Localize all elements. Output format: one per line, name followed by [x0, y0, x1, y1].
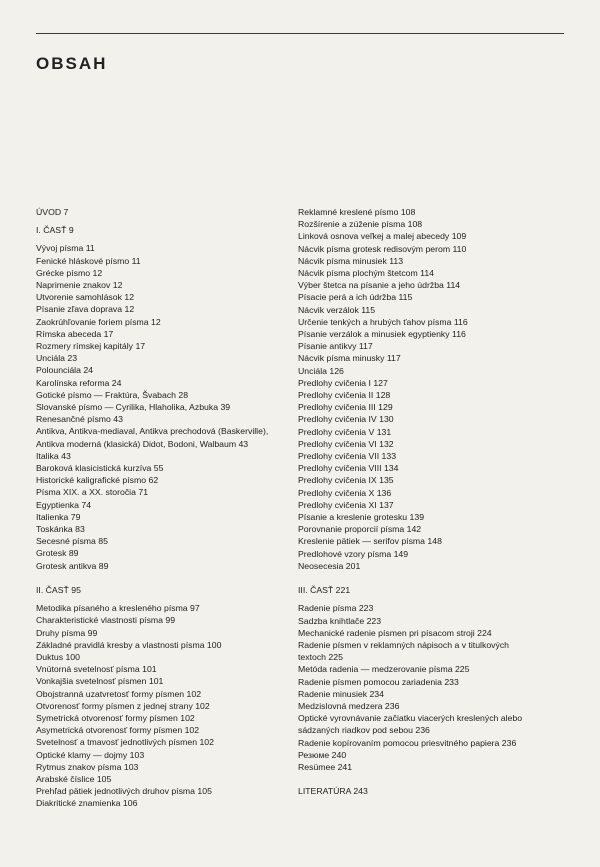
toc-entry: Mechanické radenie písmen pri písacom stroji 224: [298, 627, 492, 638]
toc-entry-antikva-1: Antikva, Antikva-mediaval, Antikva prechodová (Baskerville),: [36, 426, 269, 437]
toc-entry: Písanie antikvy 117: [298, 341, 373, 352]
part2-list: [36, 602, 298, 809]
toc-entry: Asymetrická otvorenosť formy písmen 102: [36, 725, 200, 736]
toc-entry: Písacie perá a ich údržba 115: [298, 292, 413, 303]
toc-entry: Písanie a kreslenie grotesku 139: [298, 512, 425, 523]
toc-entry: Nácvik písma plochým štetcom 114: [298, 268, 434, 279]
toc-entry: Symetrická otvorenosť formy písmen 102: [36, 712, 195, 723]
toc-entry: Historické kaligrafické písmo 62: [36, 475, 159, 486]
toc-entry: Druhy písma 99: [36, 627, 98, 638]
toc-entry: Metóda radenia — medzerovanie písma 225: [298, 664, 470, 675]
toc-entry: Italika 43: [36, 450, 71, 461]
toc-entry: Grotesk 89: [36, 548, 79, 559]
header-rule: [36, 33, 564, 34]
toc-entry: Predlohy cvičenia III 129: [298, 402, 393, 413]
toc-entry: Fenické hláskové písmo 11: [36, 255, 141, 266]
toc-entry: Unciála 126: [298, 365, 344, 376]
toc-entry: Vonkajšia svetelnosť písmen 101: [36, 676, 164, 687]
part1-rest-list: [36, 450, 298, 572]
toc-entry: Karolínska reforma 24: [36, 377, 122, 388]
toc-entry: Predlohy cvičenia XI 137: [298, 499, 394, 510]
toc-entry: Predlohy cvičenia VI 132: [298, 438, 394, 449]
toc-entry: Svetelnosť a tmavosť jednotlivých písmen 102: [36, 737, 214, 748]
toc-entry: Neosecesia 201: [298, 560, 361, 571]
toc-entry: Predlohy cvičenia V 131: [298, 426, 392, 437]
toc-entry: Radenie písmen pomocou zariadenia 233: [298, 676, 459, 687]
part3-list-c: [298, 737, 568, 774]
toc-entry: Rímska abeceda 17: [36, 328, 114, 339]
toc-entry: Egyptienka 74: [36, 499, 92, 510]
toc-right-column: [298, 206, 568, 797]
toc-entry: Grotesk antikva 89: [36, 560, 109, 571]
toc-entry: Arabské číslice 105: [36, 773, 112, 784]
part2-continued-list: [298, 206, 568, 572]
toc-entry: Renesančné písmo 43: [36, 414, 123, 425]
toc-entry: Radenie písma 223: [298, 603, 374, 614]
toc-entry: Reklamné kreslené písmo 108: [298, 207, 416, 217]
toc-entry: Písanie zľava doprava 12: [36, 304, 135, 315]
toc-entry-radenie-1: Radenie písmen v reklamných nápisoch a v titulkových: [298, 639, 510, 650]
toc-entry: Základné pravidlá kresby a vlastnosti písma 100: [36, 639, 222, 650]
toc-entry: Naprimenie znakov 12: [36, 280, 123, 291]
toc-entry: Určenie tenkých a hrubých ťahov písma 116: [298, 316, 468, 327]
toc-entry: Polounciála 24: [36, 365, 93, 376]
toc-entry: Nácvik písma minusiek 113: [298, 255, 404, 266]
toc-entry: Baroková klasicistická kurzíva 55: [36, 463, 164, 474]
toc-entry: Kreslenie pätiek — serifov písma 148: [298, 536, 442, 547]
page-title: OBSAH: [36, 54, 108, 73]
toc-entry: Radenie kopírovaním pomocou priesvitného papiera 236: [298, 737, 517, 748]
toc-entry: Medzislovná medzera 236: [298, 700, 400, 711]
toc-entry: Predlohy cvičenia II 128: [298, 390, 391, 401]
toc-entry: Secesné písma 85: [36, 536, 108, 547]
toc-entry: Резюме 240: [298, 749, 347, 760]
toc-entry: Predlohy cvičenia X 136: [298, 487, 392, 498]
toc-entry: Predlohy cvičenia VIII 134: [298, 463, 399, 474]
toc-entry: Predlohové vzory písma 149: [298, 548, 409, 559]
part2-heading: II. ČASŤ 95: [36, 584, 81, 595]
toc-entry: Vnútorná svetelnosť písma 101: [36, 664, 157, 675]
part3-heading: III. ČASŤ 221: [298, 585, 351, 596]
toc-entry: Písanie verzálok a minusiek egyptienky 116: [298, 329, 466, 340]
toc-entry: Diakritické znamienka 106: [36, 798, 138, 809]
toc-entry: Duktus 100: [36, 651, 80, 662]
toc-entry: Grécke písmo 12: [36, 267, 103, 278]
toc-entry: Radenie minusiek 234: [298, 688, 384, 699]
toc-entry: Unciála 23: [36, 353, 78, 364]
toc-entry: Nácvik verzálok 115: [298, 304, 376, 315]
toc-entry: Predlohy cvičenia VII 133: [298, 451, 397, 462]
toc-entry-radenie-2: textoch 225: [298, 652, 343, 663]
toc-entry: Linková osnova veľkej a malej abecedy 109: [298, 231, 467, 242]
toc-entry: Vývoj písma 11: [36, 243, 95, 254]
toc-entry: Toskánka 83: [36, 524, 85, 535]
toc-left-column: [36, 206, 298, 810]
toc-entry: Slovanské písmo — Cyrilika, Hlaholika, Azbuka 39: [36, 402, 231, 413]
toc-entry: Otvorenosť formy písmen z jednej strany 102: [36, 700, 210, 711]
toc-entry: Písma XIX. a XX. storočia 71: [36, 487, 149, 498]
toc-entry: Metodika písaného a kresleného písma 97: [36, 603, 200, 614]
toc-entry: Charakteristické vlastnosti písma 99: [36, 615, 176, 626]
toc-entry: Nácvik písma grotesk redisovým perom 110: [298, 243, 467, 254]
toc-entry: Resümee 241: [298, 761, 353, 772]
toc-entry: Obojstranná uzatvretosť formy písmen 102: [36, 688, 202, 699]
part3-list-a: [298, 602, 568, 639]
toc-entry: Zaokrúhľovanie foriem písma 12: [36, 316, 161, 327]
toc-entry: Italienka 79: [36, 511, 81, 522]
part1-heading: I. ČASŤ 9: [36, 225, 74, 236]
toc-entry-opticke-1: Optické vyrovnávanie začiatku viacerých kreslených alebo: [298, 713, 523, 724]
toc-entry: Výber štetca na písanie a jeho údržba 114: [298, 280, 461, 291]
toc-entry: Utvorenie samohlások 12: [36, 292, 135, 303]
toc-entry: Prehľad pätiek jednotlivých druhov písma 105: [36, 786, 212, 797]
toc-entry: Predlohy cvičenia IX 135: [298, 475, 394, 486]
toc-entry-antikva-2: Antikva moderná (klasická) Didot, Bodoni, Walbaum 43: [36, 438, 249, 449]
toc-entry: Rytmus znakov písma 103: [36, 761, 139, 772]
toc-entry: Porovnanie proporcií písma 142: [298, 524, 422, 535]
toc-entry: Predlohy cvičenia IV 130: [298, 414, 394, 425]
toc-entry: Rozmery rímskej kapitály 17: [36, 341, 146, 352]
toc-entry: Optické klamy — dojmy 103: [36, 749, 145, 760]
toc-entry: Nácvik písma minusky 117: [298, 353, 401, 364]
part3-list-b: [298, 663, 568, 712]
literature-heading: LITERATÚRA 243: [298, 786, 368, 797]
toc-entry: Sadzba knihtlače 223: [298, 615, 382, 626]
part1-list: [36, 242, 298, 425]
toc-entry: Rozšírenie a zúženie písma 108: [298, 219, 423, 230]
toc-entry: Gotické písmo — Fraktúra, Švabach 28: [36, 389, 189, 400]
toc-entry-opticke-2: sádzaných riadkov pod sebou 236: [298, 725, 430, 736]
toc-intro: ÚVOD 7: [36, 207, 69, 217]
toc-entry: Predlohy cvičenia I 127: [298, 377, 388, 388]
